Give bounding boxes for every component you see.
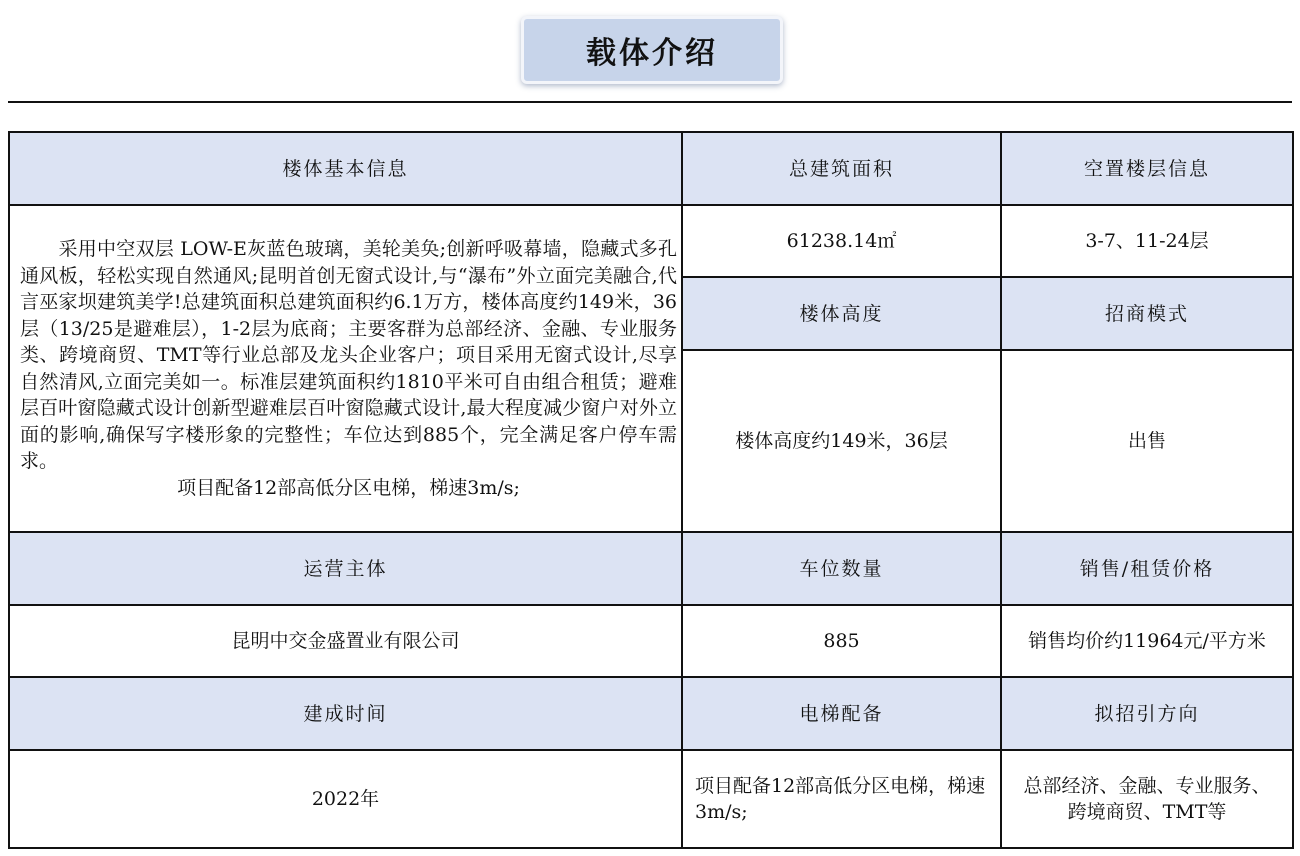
header-operator: 运营主体 [9,532,682,605]
building-description-cell [9,205,682,532]
header-completion: 建成时间 [9,677,682,750]
header-leasing-mode: 招商模式 [1001,277,1293,350]
vacant-floors-value: 3-7、11-24层 [1001,205,1293,277]
header-vacant-floors: 空置楼层信息 [1001,132,1293,205]
header-target: 拟招引方向 [1001,677,1293,750]
elevator-value: 项目配备12部高低分区电梯，梯速3m/s; [682,750,1001,848]
header-building-height: 楼体高度 [682,277,1001,350]
price-value: 销售均价约11964元/平方米 [1001,605,1293,677]
header-parking: 车位数量 [682,532,1001,605]
page-title: 载体介绍 [521,16,783,84]
header-elevator: 电梯配备 [682,677,1001,750]
building-description-elevator: 项目配备12部高低分区电梯，梯速3m/s; [177,476,520,499]
header-price: 销售/租赁价格 [1001,532,1293,605]
header-total-area: 总建筑面积 [682,132,1001,205]
parking-value: 885 [682,605,1001,677]
target-value: 总部经济、金融、专业服务、跨境商贸、TMT等 [1001,750,1293,848]
building-description: 采用中空双层 LOW-E灰蓝色玻璃，美轮美奂;创新呼吸幕墙，隐藏式多孔通风板，轻松实现自然通风;昆明首创无窗式设计,与“瀑布”外立面完美融合,代言巫家坝建筑美学!总建筑面积总建筑面积约6.1万方，楼体高度约149米，36层（13/25是避难层），1-2层为底商；主要客群为总部经济、金融、专业服务类、跨境商贸、TMT等行业总部及龙头企业客户；项目采用无窗式设计,尽享自然清风,立面完美如一。标准层建筑面积约1810平米可自由组合租赁；避难层百叶窗隐藏式设计创新型避难层百叶窗隐藏式设计,最大程度减少窗户对外立面的影响,确保写字楼形象的完整性；车位达到885个，完全满足客户停车需求。 [20,238,677,472]
carrier-info-table [8,131,1294,849]
header-building-info: 楼体基本信息 [9,132,682,205]
building-height-value: 楼体高度约149米，36层 [682,350,1001,532]
total-area-value: 61238.14㎡ [682,205,1001,277]
completion-value: 2022年 [9,750,682,848]
leasing-mode-value: 出售 [1001,350,1293,532]
operator-value: 昆明中交金盛置业有限公司 [9,605,682,677]
title-divider [8,101,1292,103]
